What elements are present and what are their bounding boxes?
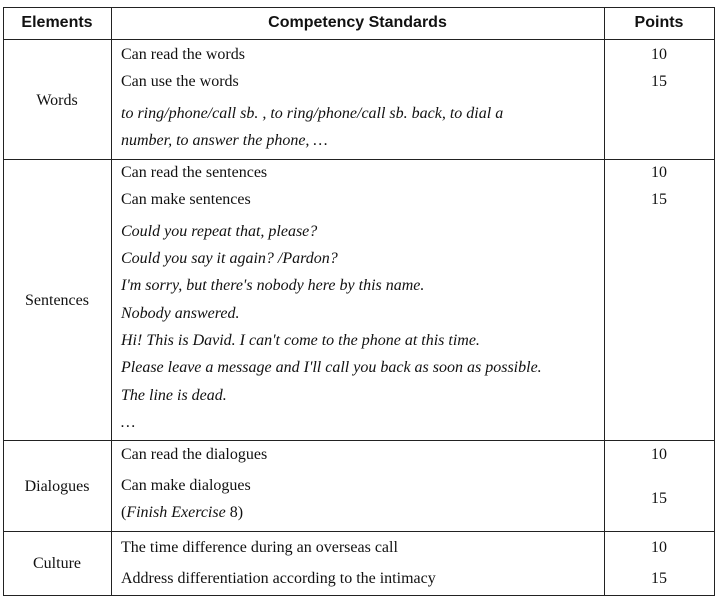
standard-use-words: Can use the words <box>121 73 239 90</box>
table-border-top <box>3 7 715 8</box>
standard-address-differentiation: Address differentiation according to the intimacy <box>121 570 436 587</box>
sentence-example: Could you repeat that, please? <box>121 223 318 240</box>
words-example-line-2: number, to answer the phone, … <box>121 132 328 149</box>
sentence-example: Please leave a message and I'll call you back as soon as possible. <box>121 359 542 376</box>
header-elements: Elements <box>21 14 93 31</box>
row-divider-dialogues <box>3 531 715 532</box>
table-border-bottom <box>3 595 715 596</box>
element-words: Words <box>36 92 78 109</box>
row-divider-sentences <box>3 440 715 441</box>
points-make-sentences: 15 <box>651 191 667 208</box>
sentence-example: Could you say it again? /Pardon? <box>121 250 338 267</box>
exercise-note-open: ( <box>121 504 127 521</box>
sentence-example-ellipsis: … <box>121 414 136 431</box>
element-dialogues: Dialogues <box>24 478 90 495</box>
points-address-differentiation: 15 <box>651 570 667 587</box>
sentence-example: The line is dead. <box>121 387 227 404</box>
points-read-dialogues: 10 <box>651 446 667 463</box>
points-read-sentences: 10 <box>651 164 667 181</box>
sentence-example: Hi! This is David. I can't come to the phone at this time. <box>121 332 480 349</box>
sentence-example: I'm sorry, but there's nobody here by this name. <box>121 277 425 294</box>
standard-make-dialogues: Can make dialogues <box>121 477 251 494</box>
points-time-difference: 10 <box>651 539 667 556</box>
standard-read-words: Can read the words <box>121 46 245 63</box>
points-make-dialogues: 15 <box>651 490 667 507</box>
exercise-note <box>121 503 243 523</box>
words-example-line-1: to ring/phone/call sb. , to ring/phone/call sb. back, to dial a <box>121 105 504 122</box>
sentence-example: Nobody answered. <box>121 305 240 322</box>
standard-read-dialogues: Can read the dialogues <box>121 446 268 463</box>
table-border-right <box>714 7 715 596</box>
points-use-words: 15 <box>651 73 667 90</box>
row-divider-words <box>3 159 715 160</box>
standard-time-difference: The time difference during an overseas call <box>121 539 398 556</box>
column-divider-1 <box>111 7 112 596</box>
element-sentences: Sentences <box>25 292 89 309</box>
points-read-words: 10 <box>651 46 667 63</box>
header-competency-standards: Competency Standards <box>268 14 447 31</box>
header-divider <box>3 39 715 40</box>
competency-table <box>3 7 715 596</box>
standard-make-sentences: Can make sentences <box>121 191 251 208</box>
exercise-note-tail: 8) <box>225 504 244 521</box>
element-culture: Culture <box>33 555 81 572</box>
header-points: Points <box>634 14 684 31</box>
standard-read-sentences: Can read the sentences <box>121 164 268 181</box>
exercise-note-label: Finish Exercise <box>126 504 226 521</box>
